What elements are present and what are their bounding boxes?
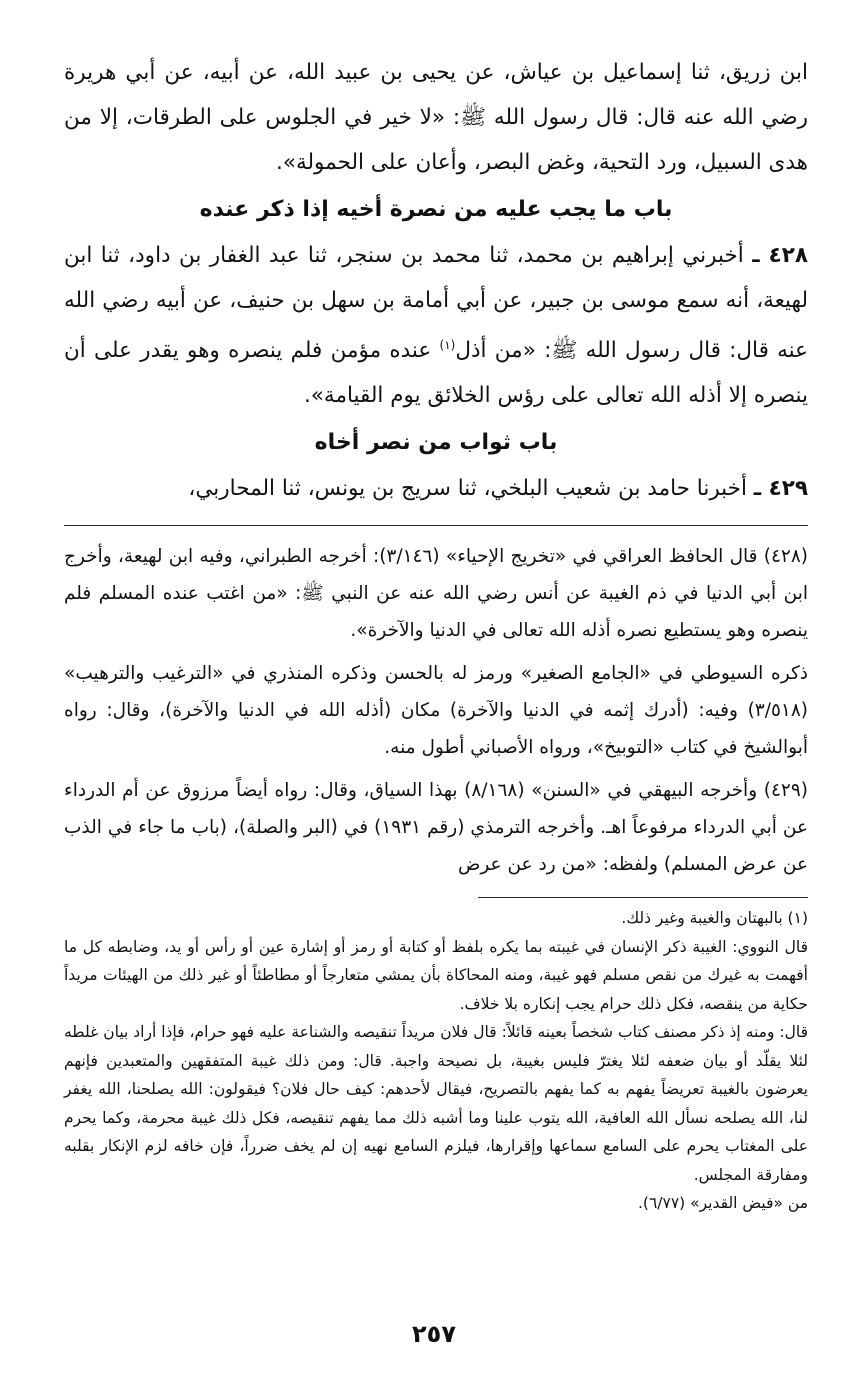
footnote-marker-1: (١) xyxy=(439,338,456,352)
hadith-number-429: ٤٢٩ ـ xyxy=(753,476,808,502)
hadith-428-text-b: عنده مؤمن فلم ينصره وهو يقدر على أن ينصره إلا أذله الله تعالى على رؤس الخلائق يوم القيامة». xyxy=(64,338,808,409)
chapter-heading-2: باب ثواب من نصر أخاه xyxy=(314,430,558,456)
hadith-number-428: ٤٢٨ ـ xyxy=(752,243,808,268)
footnote-1-source: من «فيض القدير» (٦/٧٧). xyxy=(637,1194,808,1213)
footnote-1-continued: قال: ومنه إذ ذكر مصنف كتاب شخصاً بعينه قائلاً: قال فلان مريداً تنقيصه والشناعة عليه فهو حرام، فإذا أراد بيان غلطه لئلا يقلّد أو بيان ضعفه لئلا يغترّ فليس بغيبة، بل نصيحة واجبة. قال: ومن ذلك غيبة المتفقهين والمتعبدين فإنهم يعرضون بالغيبة تعريضاً يفهم به كما يفهم بالتصريح، فيقال لأحدهم: كيف حال فلان؟ فيقولون: الله يصلحنا، الله يغفر لنا، الله يصلحه نسأل الله العافية، الله يتوب علينا وما أشبه ذلك مما يفهم تنقيصه، فكل ذلك غيبة محرمة، وكما يحرم على المغتاب يحرم على السامع سماعها وإقرارها، فيلزم السامع نهيه إن لم يخف ضرراً، فإن خافه لزم الإنكار بقلبه ومفارقة المجلس. xyxy=(64,1023,808,1184)
hadith-428 xyxy=(64,233,808,418)
chapter-heading-1: باب ما يجب عليه من نصرة أخيه إذا ذكر عنده xyxy=(199,197,673,222)
footnote-divider xyxy=(478,897,808,898)
hadith-429 xyxy=(64,466,808,511)
hadith-429-text: أخبرنا حامد بن شعيب البلخي، ثنا سريج بن يونس، ثنا المحاربي، xyxy=(188,476,747,502)
main-text xyxy=(64,50,808,511)
hadith-428-text-a: أخبرني إبراهيم بن محمد، ثنا محمد بن سنجر، ثنا عبد الغفار بن داود، ثنا ابن لهيعة، أنه سمع موسى بن جبير، عن أبي أمامة بن سهل بن حنيف، عن أبيه رضي الله عنه قال: قال رسول الله ﷺ: «من أذل xyxy=(64,243,808,364)
footnotes xyxy=(64,904,808,1218)
takhrij-428: (٤٢٨) قال الحافظ العراقي في «تخريج الإحياء» (٣/١٤٦): أخرجه الطبراني، وفيه ابن لهيعة، وأخرج ابن أبي الدنيا في ذم الغيبة عن أنس رضي الله عنه عن النبي ﷺ: «من اغتب عنده المسلم فلم ينصره وهو يستطيع نصره أذله الله تعالى في الدنيا والآخرة». xyxy=(64,546,808,642)
takhrij-429: (٤٢٩) وأخرجه البيهقي في «السنن» (٨/١٦٨) بهذا السياق، وقال: رواه أيضاً مرزوق عن أم الدرداء عن أبي الدرداء مرفوعاً اهـ. وأخرجه الترمذي (رقم ١٩٣١) في (البر والصلة)، (باب ما جاء في الذب عن عرض المسلم) ولفظه: «من رد عن عرض xyxy=(64,780,809,876)
intro-paragraph: ابن زريق، ثنا إسماعيل بن عياش، عن يحيى بن عبيد الله، عن أبيه، عن أبي هريرة رضي الله عنه قال: قال رسول الله ﷺ: «لا خير في الجلوس على الطرقات، إلا من هدى السبيل، ورد التحية، وغض البصر، وأعان على الحمولة». xyxy=(64,60,808,175)
page-number: ٢٥٧ xyxy=(412,1320,456,1348)
takhrij-notes xyxy=(64,538,808,883)
takhrij-428-cont: ذكره السيوطي في «الجامع الصغير» ورمز له بالحسن وذكره المنذري في «الترغيب والترهيب» (٣/٥١٨) وفيه: (أدرك إثمه في الدنيا والآخرة) مكان (أذله الله في الدنيا والآخرة)، وقال: رواه أبوالشيخ في كتاب «التوبيخ»، ورواه الأصباني أطول منه. xyxy=(64,663,808,759)
footnote-1-nawawi: قال النووي: الغيبة ذكر الإنسان في غيبته بما يكره بلفظ أو كتابة أو رمز أو إشارة عين أو رأس أو يد، وضابطه كل ما أفهمت به غيرك من نقص مسلم فهو غيبة، ومنه المحاكاة بأن يمشي متعارجاً أو مطاطئاً أو غير ذلك من الهيئات مريداً حكاية من ينقصه، فكل ذلك حرام يجب إنكاره بلا خلاف. xyxy=(64,937,808,1013)
footnote-1: (١) بالبهتان والغيبة وغير ذلك. xyxy=(621,909,808,928)
main-divider xyxy=(64,525,808,526)
